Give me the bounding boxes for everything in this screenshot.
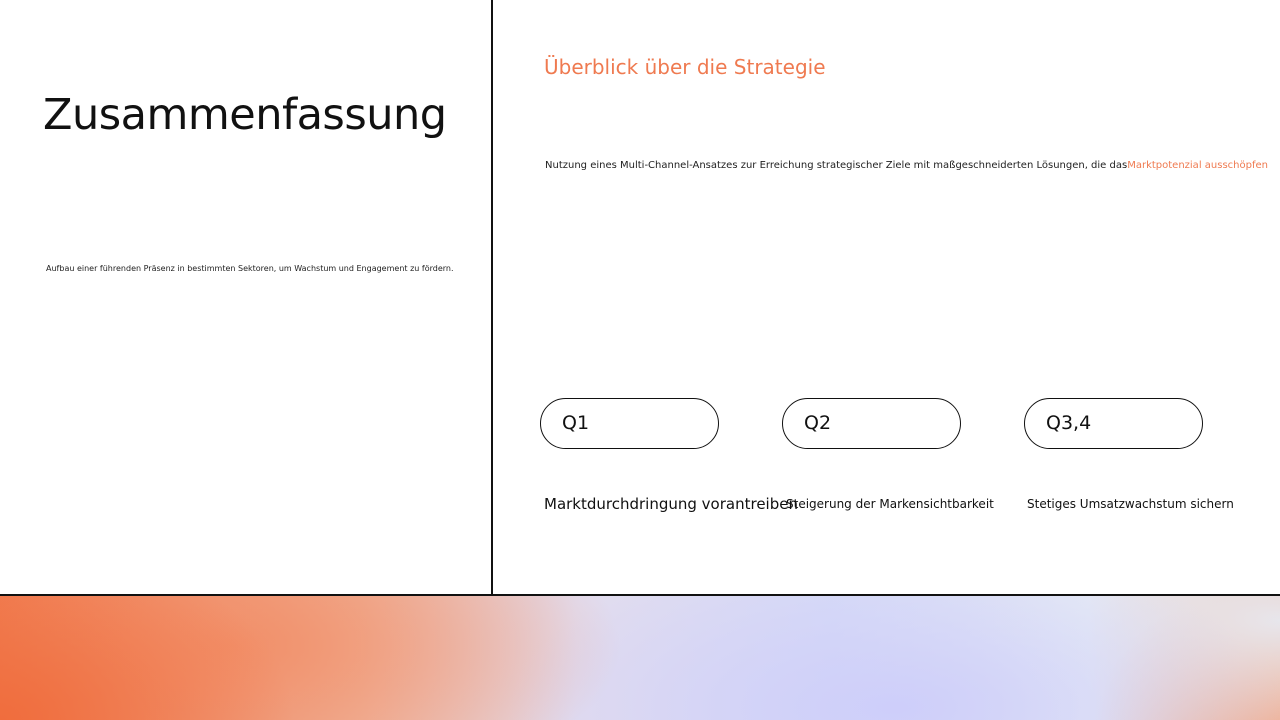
quarter-goal-q3-4: Stetiges Umsatzwachstum sichern bbox=[1027, 497, 1234, 511]
quarter-label: Q1 bbox=[562, 412, 590, 434]
quarter-pill-q3-4 bbox=[1024, 398, 1203, 449]
vertical-divider bbox=[491, 0, 493, 595]
slide-title: Zusammenfassung bbox=[43, 90, 447, 140]
quarter-goal-q1: Marktdurchdringung vorantreiben bbox=[544, 495, 798, 513]
quarter-label: Q3,4 bbox=[1046, 412, 1092, 434]
quarter-label: Q2 bbox=[804, 412, 832, 434]
strategy-description bbox=[545, 160, 1268, 171]
summary-description: Aufbau einer führenden Präsenz in bestimmten Sektoren, um Wachstum und Engagement zu fördern. bbox=[46, 264, 454, 273]
footer-gradient-band bbox=[0, 596, 1280, 720]
strategy-text: Nutzung eines Multi-Channel-Ansatzes zur Erreichung strategischer Ziele mit maßgeschneiderten Lösungen, die das bbox=[545, 160, 1128, 171]
quarter-goal-q2: Steigerung der Markensichtbarkeit bbox=[786, 497, 994, 511]
strategy-heading: Überblick über die Strategie bbox=[544, 55, 826, 79]
quarter-pill-q1 bbox=[540, 398, 719, 449]
quarter-pill-q2 bbox=[782, 398, 961, 449]
strategy-highlight: Marktpotenzial ausschöpfen bbox=[1127, 160, 1268, 171]
